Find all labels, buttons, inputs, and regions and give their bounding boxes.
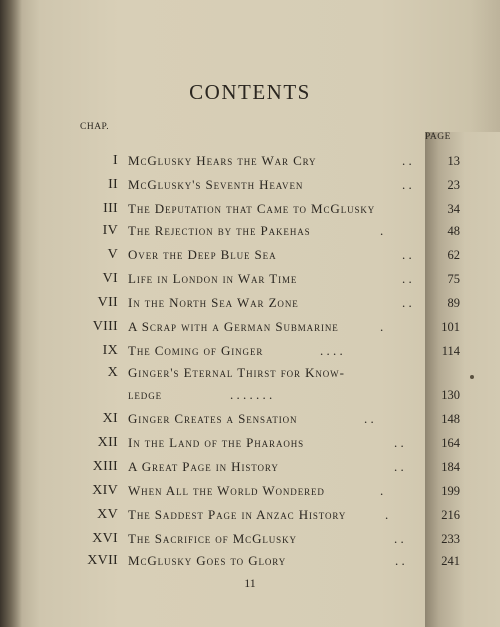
chapter-title: Ginger's Eternal Thirst for Know-	[128, 365, 345, 380]
page-reference: 199	[441, 484, 460, 498]
leader-dots: . .	[402, 271, 412, 286]
page-reference: 101	[441, 320, 460, 334]
toc-entry	[0, 530, 500, 548]
toc-entry	[0, 270, 500, 288]
chapter-number: VII	[97, 295, 118, 310]
leader-dots: .	[380, 223, 384, 238]
chapter-title: Over the Deep Blue Sea	[128, 247, 277, 262]
page-reference: 48	[447, 224, 460, 238]
page-number: 11	[244, 576, 256, 590]
chapter-title: A Scrap with a German Submarine	[128, 319, 339, 334]
toc-entry	[0, 410, 500, 428]
chapter-title: McGlusky Goes to Glory	[128, 553, 287, 568]
chapter-number: XV	[97, 507, 118, 522]
leader-dots: . . . . . . .	[230, 387, 273, 402]
toc-entry	[0, 552, 500, 570]
chapter-title: In the North Sea War Zone	[128, 295, 299, 310]
leader-dots: . .	[394, 435, 404, 450]
leader-dots: . .	[402, 295, 412, 310]
leader-dots: . .	[394, 531, 404, 546]
toc-entry	[0, 506, 500, 524]
page-reference: 62	[447, 248, 460, 262]
leader-dots: . .	[402, 247, 412, 262]
page-reference: 241	[441, 554, 460, 568]
toc-entry	[0, 386, 500, 404]
page-reference: 130	[441, 388, 460, 402]
chapter-title: The Deputation that Came to McGlusky	[128, 201, 376, 216]
chapter-title: The Coming of Ginger	[128, 343, 264, 358]
toc-entry	[0, 176, 500, 194]
toc-entry	[0, 364, 500, 382]
page-reference: 34	[447, 202, 460, 216]
leader-dots: . .	[402, 177, 412, 192]
leader-dots: . .	[364, 411, 374, 426]
toc-entry	[0, 246, 500, 264]
chapter-number: XI	[102, 411, 118, 426]
chapter-number: XIV	[92, 483, 118, 498]
chapter-title: ledge	[128, 387, 162, 402]
leader-dots: . .	[395, 553, 405, 568]
toc-entry	[0, 294, 500, 312]
page-reference: 148	[441, 412, 460, 426]
leader-dots: .	[385, 507, 389, 522]
page-reference: 216	[441, 508, 460, 522]
page-reference: 23	[447, 178, 460, 192]
chapter-title: When All the World Wondered	[128, 483, 325, 498]
toc-entry	[0, 200, 500, 218]
page-reference: 75	[447, 272, 460, 286]
toc-entry	[0, 318, 500, 336]
chapter-title: The Saddest Page in Anzac History	[128, 507, 347, 522]
leader-dots: .	[380, 483, 384, 498]
chapter-number: XIII	[92, 459, 118, 474]
page-reference: 114	[441, 344, 460, 358]
page-reference: 89	[447, 296, 460, 310]
leader-dots: . .	[402, 153, 412, 168]
chapter-column-header: CHAP.	[80, 122, 110, 132]
toc-entry	[0, 152, 500, 170]
chapter-number: IX	[102, 343, 118, 358]
toc-entry	[0, 342, 500, 360]
page-reference: 164	[441, 436, 460, 450]
page-reference: 233	[441, 532, 460, 546]
chapter-title: Ginger Creates a Sensation	[128, 411, 298, 426]
page-title: CONTENTS	[189, 80, 311, 104]
toc-entry	[0, 434, 500, 452]
chapter-number: XII	[97, 435, 118, 450]
toc-entry	[0, 482, 500, 500]
chapter-number: V	[107, 247, 118, 262]
chapter-title: In the Land of the Pharaohs	[128, 435, 305, 450]
page-reference: 184	[441, 460, 460, 474]
chapter-title: Life in London in War Time	[128, 271, 298, 286]
chapter-number: I	[113, 153, 118, 168]
chapter-title: McGlusky Hears the War Cry	[128, 153, 317, 168]
chapter-title: McGlusky's Seventh Heaven	[128, 177, 304, 192]
chapter-title: The Rejection by the Pakehas	[128, 223, 311, 238]
leader-dots: . .	[394, 459, 404, 474]
chapter-title: The Sacrifice of McGlusky	[128, 531, 297, 546]
toc-entry	[0, 222, 500, 240]
chapter-number: XVI	[92, 531, 118, 546]
page-column-header: PAGE	[425, 132, 500, 627]
chapter-number: VI	[102, 271, 118, 286]
chapter-number: VIII	[92, 319, 118, 334]
chapter-number: XVII	[87, 553, 118, 568]
chapter-number: IV	[102, 223, 118, 238]
chapter-title: A Great Page in History	[128, 459, 279, 474]
leader-dots: .	[380, 319, 384, 334]
leader-dots: . . . .	[320, 343, 343, 358]
toc-entry	[0, 458, 500, 476]
page-reference: 13	[447, 154, 460, 168]
paper-spot	[470, 375, 474, 379]
chapter-number: III	[103, 201, 118, 216]
chapter-number: II	[108, 177, 118, 192]
chapter-number: X	[107, 365, 118, 380]
